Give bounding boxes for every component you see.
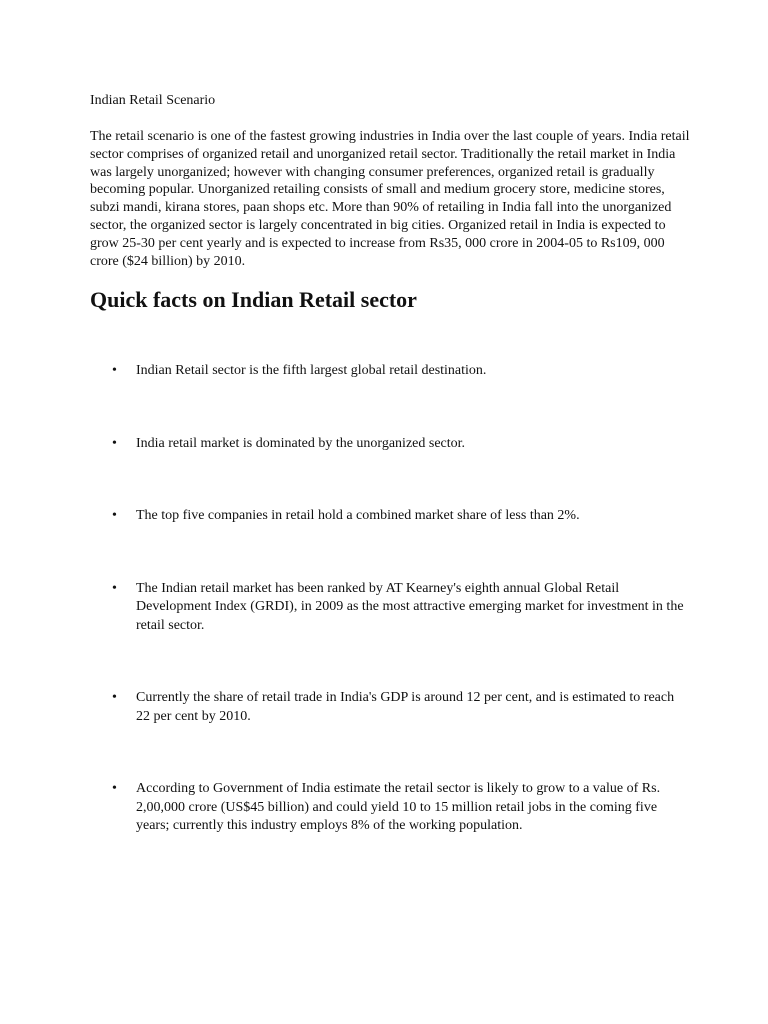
fact-text: India retail market is dominated by the unorganized sector.: [136, 435, 466, 451]
list-item: [90, 435, 690, 454]
fact-text: The Indian retail market has been ranked by AT Kearney's eighth annual Global Retail Development Index (GRDI), in 2009 as the most attractive emerging market for investment in the retail sector.: [136, 580, 684, 633]
bullet-icon: •: [112, 690, 117, 706]
bullet-icon: •: [112, 508, 117, 524]
fact-text: The top five companies in retail hold a combined market share of less than 2%.: [136, 508, 580, 524]
list-item: [90, 780, 690, 836]
bullet-icon: •: [112, 363, 117, 379]
list-item: [90, 507, 690, 526]
bullet-icon: •: [112, 580, 117, 596]
list-item: [90, 580, 690, 636]
bullet-icon: •: [112, 781, 117, 797]
fact-text: Indian Retail sector is the fifth largest global retail destination.: [136, 363, 487, 379]
list-item: [90, 362, 690, 381]
document-page: [90, 92, 690, 836]
section-heading: Quick facts on Indian Retail sector: [90, 287, 417, 313]
list-item: [90, 689, 690, 726]
fact-text: Currently the share of retail trade in India's GDP is around 12 per cent, and is estimated to reach 22 per cent by 2010.: [136, 690, 675, 724]
intro-paragraph: The retail scenario is one of the fastest growing industries in India over the last couple of years. India retail sector comprises of organized retail and unorganized retail sector. Traditionally the retail market in India was largely unorganized; however with changing consumer preferences, organized retail is gradually becoming popular. Unorganized retailing consists of small and medium grocery store, medicine stores, subzi mandi, kirana stores, paan shops etc. More than 90% of retailing in India fall into the unorganized sector, the organized sector is largely concentrated in big cities. Organized retail in India is expected to grow 25-30 per cent yearly and is expected to increase from Rs35, 000 crore in 2004-05 to Rs109, 000 crore ($24 billion) by 2010.: [90, 129, 690, 269]
bullet-icon: •: [112, 435, 117, 451]
facts-list: [90, 362, 690, 836]
fact-text: According to Government of India estimate the retail sector is likely to grow to a value of Rs. 2,00,000 crore (US$45 billion) and could yield 10 to 15 million retail jobs in the coming five years; currently this industry employs 8% of the working population.: [136, 781, 661, 834]
document-title: Indian Retail Scenario: [90, 93, 216, 108]
